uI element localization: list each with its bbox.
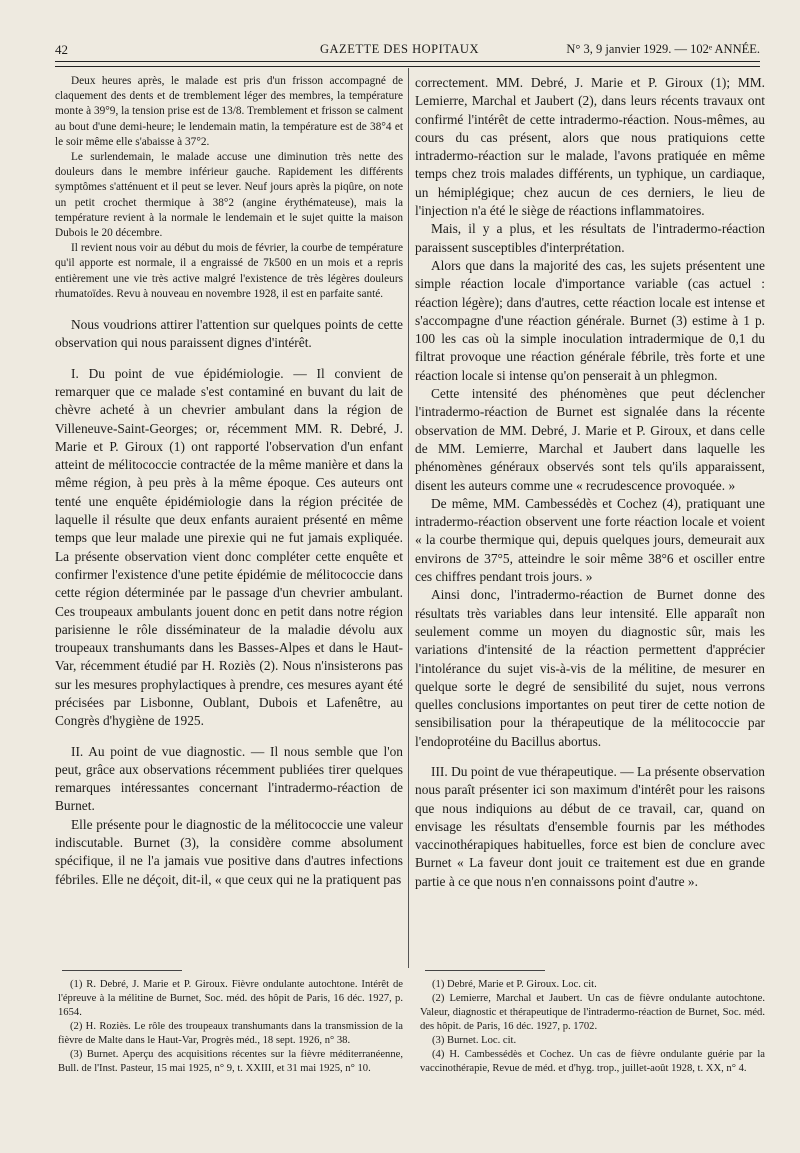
footnotes-right	[420, 978, 765, 1076]
journal-title: GAZETTE DES HOPITAUX	[320, 42, 479, 56]
footnote-rule	[62, 970, 182, 971]
footnote: (1) R. Debré, J. Marie et P. Giroux. Fièvre ondulante autochtone. Intérêt de l'épreuve à la mélitine de Burnet, Soc. méd. des hôpit de Paris, 16 déc. 1927, p. 1654.	[58, 979, 403, 1018]
column-divider	[408, 68, 409, 968]
section-epidemiology: I. Du point de vue épidémiologie. — Il convient de remarquer que ce malade s'est contaminé en buvant du lait de chèvre acheté à un chevrier ambulant dans la région de Villeneuve-Saint-Georges; or, récemment MM. R. Debré, J. Marie et P. Giroux (1) ont rapporté l'observation d'un enfant atteint de mélitococcie contractée de la même manière et dans la même région, à peu près à la même époque. Ces auteurs ont tenté une enquête épidémiologie dans la région précitée de laquelle il résulte que deux enfants auraient présenté en même temps que leur malade une pirexie qui ne fut jamais expliquée. La présente observation vient donc compléter cette enquête et confirmer l'existence d'une petite épidémie de mélitococcie dans cette région déterminée par le passage d'un chevrier ambulant. Ces troupeaux ambulants jouent donc en petit dans notre région parisienne le rôle disséminateur de la maladie dévolu aux troupeaux transhumants dans les Basses-Alpes et dans le Haut-Var, récemment étudié par H. Roziès (2). Nous n'insisterons pas sur les mesures prophylactiques à prendre, ces mesures ayant été précisées par Lisbonne, Oublant, Dubois et Lafenêtre, au Congrès d'hygiène de 1925.	[55, 365, 403, 729]
paragraph: Cette intensité des phénomènes que peut déclencher l'intradermo-réaction de Burnet est signalée dans la récente observation de MM. Debré, J. Marie et P. Giroux, et dans celle de MM. Lemierre, Marchal et Jaubert dans laquelle les phénomènes généraux observés sont tels qu'ils apparaissent, disent les auteurs comme une « recrudescence provoquée. »	[415, 386, 765, 493]
issue-info: N° 3, 9 janvier 1929. — 102ᵉ ANNÉE.	[566, 42, 760, 56]
paragraph: Deux heures après, le malade est pris d'un frisson accompagné de claquement des dents et de tremblement léger des membres, la température monte à 39°9, la tension prise est de 13/8. Tremblement et frisson se calment au bout d'une demi-heure; le lendemain matin, la température est de 38°4 et le soir même elle s'abaisse à 37°2.	[55, 75, 403, 148]
footnote: (3) Burnet. Aperçu des acquisitions récentes sur la fièvre méditerranéenne, Bull. de l'Inst. Pasteur, 15 mai 1925, n° 9, t. XXIII, et 31 mai 1925, n° 10.	[58, 1049, 403, 1074]
footnote: (2) Lemierre, Marchal et Jaubert. Un cas de fièvre ondulante autochtone. Valeur, diagnostic et thérapeutique de l'intradermo-réaction de Burnet, Soc. méd. des hôpit. de Paris, 16 déc. 1927, p. 1702.	[420, 993, 765, 1032]
footnote-rule	[425, 970, 545, 971]
running-header	[55, 38, 760, 58]
paragraph: Ainsi donc, l'intradermo-réaction de Burnet donne des résultats très variables dans leur intensité. Elle apparaît non seulement comme un moyen du diagnostic sûr, mais les variations d'intensité de la réaction permettent d'apprécier l'intolérance du sujet vis-à-vis de la mélitine, de mesurer en quelque sorte le degré de sensibilité du sujet, nous verrons quelles conclusions importantes on peut tirer de cette notion de sensibilisation pour la thérapeutique de la mélitococcie par l'endoprotéine du Bacillus abortus.	[415, 587, 765, 749]
left-column	[55, 74, 403, 889]
paragraph: Le surlendemain, le malade accuse une diminution très nette des douleurs dans le membre inférieur gauche. Rapidement les différents symptômes s'atténuent et il peut se lever. Neuf jours après la piqûre, on note un petit crochet thermique à 38°2 (angine érythémateuse), mais la température revient à la normale le lendemain et le sujet quitte la maison Dubois le 20 décembre.	[55, 151, 403, 240]
paragraph: Alors que dans la majorité des cas, les sujets présentent une simple réaction locale d'importance variable (cas actuel : réaction légère); dans d'autres, cette réaction locale est intense et s'accompagne d'une réaction générale. Burnet (3) estime à 1 p. 100 les cas où la simple inoculation intradermique de 0,1 du filtrat provoque une réaction générale fébrile, très forte et une réaction locale si intense qu'on penserait à un phlegmon.	[415, 257, 765, 383]
footnote: (1) Debré, Marie et P. Giroux. Loc. cit.	[432, 979, 597, 990]
paragraph: Elle présente pour le diagnostic de la mélitococcie une valeur indiscutable. Burnet (3), la considère comme absolument spécifique, il ne l'a jamais vue positive dans d'autres infections fébriles. Elle ne déçoit, dit-il, « que ceux qui ne la pratiquent pas	[55, 816, 403, 887]
section-diagnostic: II. Au point de vue diagnostic. — Il nous semble que l'on peut, grâce aux observations récemment publiées tirer quelques remarques intéressantes concernant l'intradermo-réaction de Burnet.	[55, 743, 403, 814]
section-therapeutic: III. Du point de vue thérapeutique. — La présente observation nous paraît présenter ici son maximum d'intérêt pour les raisons que nous indiquions au début de ce travail, car, quand on envisage les résultats d'ensemble fournis par les méthodes vaccinothérapiques habituelles, force est bien de conclure avec Burnet « La faveur dont jouit ce traitement est due en grande partie à ce que nous n'en connaissons point d'autre ».	[415, 763, 765, 889]
footnotes-left	[58, 978, 403, 1076]
header-rule	[55, 61, 760, 62]
right-column	[415, 74, 765, 891]
footnote: (3) Burnet. Loc. cit.	[432, 1035, 517, 1046]
paragraph: Mais, il y a plus, et les résultats de l'intradermo-réaction paraissent susceptibles d'interprétation.	[415, 221, 765, 255]
page-number: 42	[55, 42, 68, 57]
paragraph: correctement. MM. Debré, J. Marie et P. Giroux (1); MM. Lemierre, Marchal et Jaubert (2), dans leurs récents travaux ont confirmé l'intérêt de cette intradermo-réaction. Nous-mêmes, au cours du cas présent, alors que nous pratiquions cette intradermo-réaction sur le malade, l'avons pratiquée en même temps chez trois malades différents, un typhique, un cardiaque, un hémiplégique; chez aucun de ces derniers, le lieu de l'injection n'a été le siège de réactions inflammatoires.	[415, 75, 765, 219]
footnote: (2) H. Roziès. Le rôle des troupeaux transhumants dans la transmission de la fièvre de Malte dans le Haut-Var, Progrès méd., 18 sept. 1926, n° 38.	[58, 1021, 403, 1046]
header-rule-thin	[55, 66, 760, 67]
footnote: (4) H. Cambessédès et Cochez. Un cas de fièvre ondulante guérie par la vaccinothérapie, Revue de méd. et d'hyg. trop., juillet-août 1928, t. XX, n° 4.	[420, 1049, 765, 1074]
paragraph: Nous voudrions attirer l'attention sur quelques points de cette observation qui nous paraissent dignes d'intérêt.	[55, 317, 403, 351]
paragraph: De même, MM. Cambessédès et Cochez (4), pratiquant une intradermo-réaction observent une forte réaction locale et voient « la courbe thermique qui, depuis quelques jours, demeurait aux environs de 37°5, atteindre le soir même 38°6 et osciller entre ces chiffres pendant trois jours. »	[415, 495, 765, 585]
paragraph: Il revient nous voir au début du mois de février, la courbe de température qu'il apporte est normale, il a engraissé de 7k500 en un mois et a repris entièrement une vie très active malgré l'existence de très légères douleurs rhumatoïdes. Revu à nouveau en novembre 1928, il est en parfaite santé.	[55, 242, 403, 300]
